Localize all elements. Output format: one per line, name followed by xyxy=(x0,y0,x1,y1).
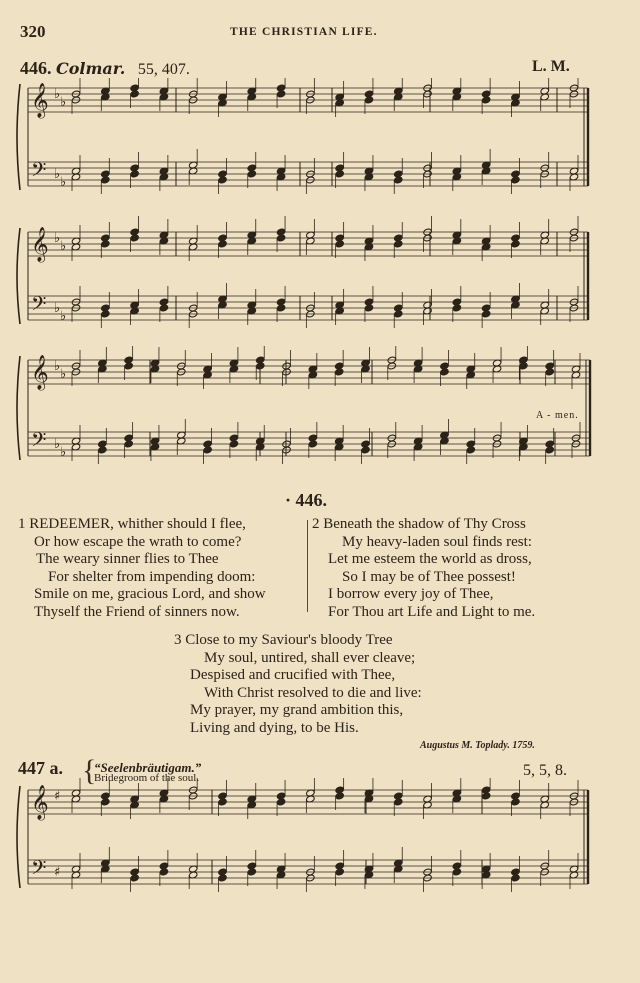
note-head xyxy=(334,368,343,376)
verse-line: Or how escape the wrath to come? xyxy=(34,533,242,550)
music-system-4 xyxy=(0,778,640,918)
key-signature: ♯ xyxy=(54,865,61,880)
verse-line: With Christ resolved to die and live: xyxy=(204,684,422,701)
verse-line: Thyself the Friend of sinners now. xyxy=(34,603,240,620)
note-head xyxy=(481,310,490,318)
key-signature: ♭ xyxy=(54,87,61,102)
note-head xyxy=(394,310,403,318)
verse-line: Let me esteem the world as dross, xyxy=(328,551,532,568)
note-head xyxy=(335,170,344,178)
tune-number: 446. xyxy=(20,58,52,78)
note-head xyxy=(545,368,554,376)
tune-447-meter: 5, 5, 8. xyxy=(523,762,567,779)
note-head xyxy=(130,170,139,178)
note-head xyxy=(452,868,461,876)
tune-446-heading xyxy=(20,58,190,79)
note-head xyxy=(130,234,139,242)
tune-447-name: “Seelenbräutigam.” xyxy=(94,760,202,775)
note-head xyxy=(511,176,520,184)
note-head xyxy=(101,240,110,248)
note-head xyxy=(218,874,227,882)
note-head xyxy=(481,96,490,104)
note-head xyxy=(130,874,139,882)
note-head xyxy=(394,798,403,806)
note-head xyxy=(101,798,110,806)
bass-clef: 𝄢 xyxy=(31,292,47,320)
verse-2 xyxy=(312,516,535,622)
brace-glyph: { xyxy=(82,754,97,787)
note-head xyxy=(255,362,264,370)
system-brace xyxy=(17,84,20,190)
verse-1 xyxy=(18,516,266,622)
key-signature: ♭ xyxy=(60,367,67,382)
verse-divider xyxy=(307,520,308,612)
verse-line: For shelter from impending doom: xyxy=(48,568,256,585)
verse-3 xyxy=(174,632,422,738)
verse-line: Smile on me, gracious Lord, and show xyxy=(34,586,266,603)
note-head xyxy=(335,868,344,876)
note-head xyxy=(440,368,449,376)
note-head xyxy=(124,362,133,370)
note-head xyxy=(101,176,110,184)
note-head xyxy=(308,440,317,448)
treble-clef: 𝄞 xyxy=(31,83,49,118)
verse-line: Despised and crucified with Thee, xyxy=(190,667,396,684)
amen-lyric: A - men. xyxy=(536,410,579,421)
music-system-1 xyxy=(0,78,640,218)
bass-clef: 𝄢 xyxy=(31,428,47,456)
page-number: 320 xyxy=(20,22,46,41)
key-signature: ♭ xyxy=(54,437,61,452)
verse-line: The weary sinner flies to Thee xyxy=(36,551,219,568)
note-head xyxy=(124,440,133,448)
note-head xyxy=(101,310,110,318)
note-head xyxy=(511,874,520,882)
note-head xyxy=(247,868,256,876)
verse-line: Living and dying, to be His. xyxy=(190,719,359,736)
note-head xyxy=(276,234,285,242)
key-signature: ♭ xyxy=(60,445,67,460)
key-signature: ♭ xyxy=(60,175,67,190)
key-signature: ♭ xyxy=(54,167,61,182)
note-head xyxy=(452,304,461,312)
note-head xyxy=(247,170,256,178)
system-brace xyxy=(17,228,20,324)
verse-line: So I may be of Thee possest! xyxy=(342,568,516,585)
hymn-number: · 446. xyxy=(285,490,328,510)
treble-clef: 𝄞 xyxy=(31,227,49,262)
note-head xyxy=(394,176,403,184)
tune-447-number: 447 a. xyxy=(18,758,63,778)
author-credit: Augustus M. Toplady. 1759. xyxy=(420,740,535,751)
bass-clef: 𝄢 xyxy=(31,158,47,186)
note-head xyxy=(130,90,139,98)
verse-line: 1 REDEEMER, whither should I flee, xyxy=(18,516,246,532)
verse-line: My soul, untired, shall ever cleave; xyxy=(204,649,416,666)
note-head xyxy=(159,868,168,876)
note-head xyxy=(276,304,285,312)
note-head xyxy=(361,446,370,454)
note-head xyxy=(98,446,107,454)
note-head xyxy=(218,798,227,806)
verse-line: For Thou art Life and Light to me. xyxy=(328,603,536,620)
running-title: THE CHRISTIAN LIFE. xyxy=(230,26,378,38)
note-head xyxy=(276,90,285,98)
verse-line: I borrow every joy of Thee, xyxy=(328,586,494,603)
treble-clef: 𝄞 xyxy=(31,785,49,820)
key-signature: ♭ xyxy=(60,239,67,254)
note-head xyxy=(276,798,285,806)
note-head xyxy=(481,792,490,800)
note-head xyxy=(335,240,344,248)
bass-clef: 𝄢 xyxy=(31,856,47,884)
tune-refs: 55, 407. xyxy=(137,61,190,78)
key-signature: ♭ xyxy=(54,301,61,316)
key-signature: ♭ xyxy=(54,359,61,374)
note-head xyxy=(545,446,554,454)
tune-447-subtitle: Bridegroom of the soul. xyxy=(94,772,200,784)
music-system-2 xyxy=(0,216,640,356)
key-signature: ♯ xyxy=(54,789,61,804)
tune-meter: L. M. xyxy=(532,58,570,75)
verse-line: My heavy-laden soul finds rest: xyxy=(342,533,532,550)
note-head xyxy=(203,446,212,454)
note-head xyxy=(511,240,520,248)
verse-line: My prayer, my grand ambition this, xyxy=(190,702,404,719)
verse-line: 3 Close to my Saviour's bloody Tree xyxy=(174,632,393,648)
system-brace xyxy=(17,356,20,460)
key-signature: ♭ xyxy=(60,309,67,324)
key-signature: ♭ xyxy=(60,95,67,110)
tune-name: Colmar. xyxy=(56,59,126,78)
system-brace xyxy=(17,786,20,888)
verse-line: 2 Beneath the shadow of Thy Cross xyxy=(312,516,526,532)
note-head xyxy=(159,304,168,312)
note-head xyxy=(229,440,238,448)
note-head xyxy=(364,96,373,104)
treble-clef: 𝄞 xyxy=(31,355,49,390)
note-head xyxy=(466,446,475,454)
note-head xyxy=(218,176,227,184)
note-head xyxy=(364,304,373,312)
note-head xyxy=(511,798,520,806)
key-signature: ♭ xyxy=(54,231,61,246)
note-head xyxy=(335,792,344,800)
note-head xyxy=(394,240,403,248)
note-head xyxy=(218,240,227,248)
